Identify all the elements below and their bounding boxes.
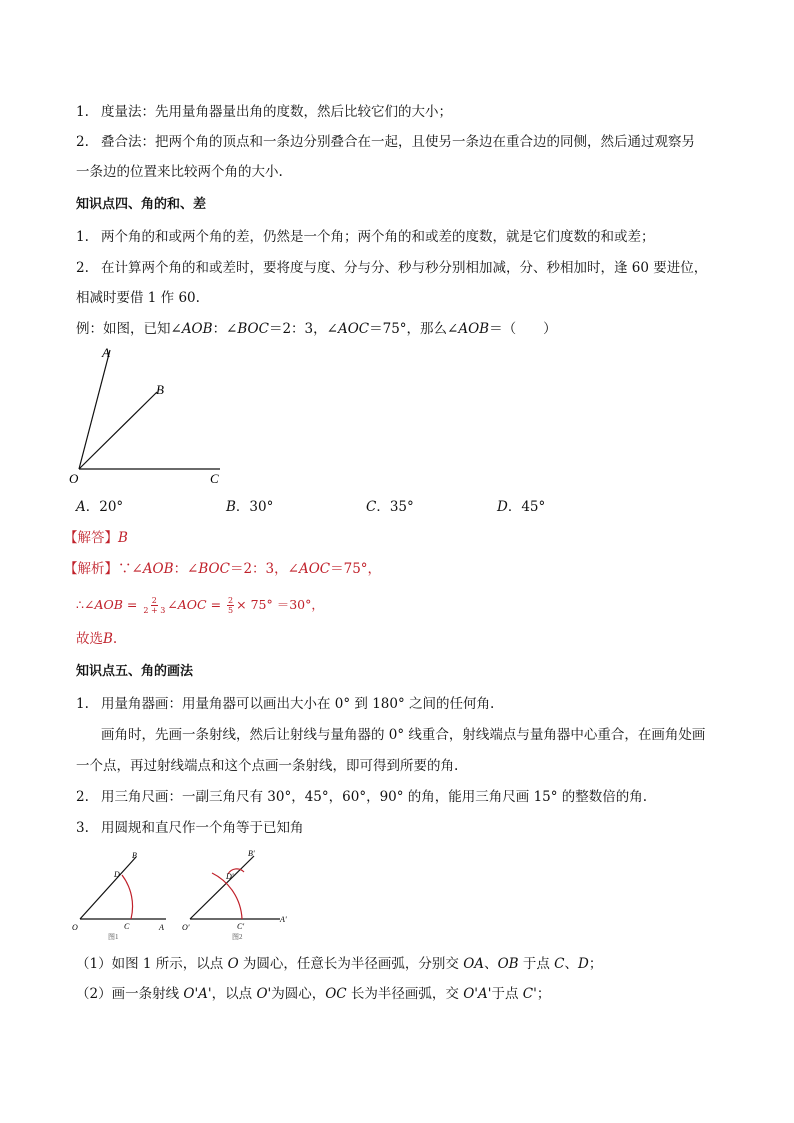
answer-line: 【解答】B <box>64 530 128 546</box>
label-a: A <box>102 345 110 360</box>
fraction-2-over-5: $\frac{2}{5}$ <box>228 596 234 615</box>
item-number: 2. <box>76 260 89 276</box>
ray-ob <box>80 857 136 919</box>
construction-figure-1 <box>68 848 178 943</box>
option-c[interactable]: C．35° <box>366 499 414 515</box>
item-text: 叠合法：把两个角的顶点和一条边分别叠合在一起，且使另一条边在重合边的同侧，然后通过观察另 <box>101 134 695 150</box>
section-heading: 知识点四、角的和、差 <box>76 197 207 212</box>
ray-ob <box>79 392 157 469</box>
item-number: 2. <box>76 134 89 150</box>
item-text: 两个角的和或两个角的差，仍然是一个角；两个角的和或差的度数，就是它们度数的和或差； <box>101 229 655 245</box>
ray-o-prime-b-prime <box>190 856 254 919</box>
figure-caption: 图2 <box>232 933 243 941</box>
analysis-line-2: ∴∠AOB = $\frac{2}{2 + 3}$ ∠AOC = $\frac{2}{5}$ × 75° ＝30°， <box>76 596 324 615</box>
option-a[interactable]: A．20° <box>76 499 124 515</box>
construction-figure-2 <box>178 846 298 943</box>
item-text-continued: 相减时要借 1 作 60. <box>76 290 200 306</box>
label-o: O <box>69 471 79 486</box>
item-text: 用圆规和直尺作一个角等于已知角 <box>101 820 304 836</box>
step-1: （1）如图 1 所示，以点 O 为圆心，任意长为半径画弧，分别交 OA、OB 于点 C、D； <box>76 956 603 972</box>
step-2: （2）画一条射线 O'A'，以点 O'为圆心，OC 长为半径画弧，交 O'A'于点 C'； <box>76 986 551 1002</box>
label-d-prime: D' <box>226 872 234 881</box>
figure-caption: 图1 <box>108 933 119 941</box>
item-text-continued: 一条边的位置来比较两个角的大小. <box>76 164 283 180</box>
label-o-prime: O' <box>182 923 190 932</box>
angle-figure <box>60 338 240 488</box>
label-c: C <box>124 922 130 931</box>
label-b: B <box>156 382 164 397</box>
example-question: 例：如图，已知∠AOB：∠BOC＝2：3，∠AOC＝75°，那么∠AOB＝（ ） <box>76 321 557 337</box>
option-d[interactable]: D．45° <box>497 499 546 515</box>
item-number: 1. <box>76 696 89 712</box>
option-b[interactable]: B．30° <box>226 499 274 515</box>
item-number: 1. <box>76 229 89 245</box>
item-text: 用三角尺画：一副三角尺有 30°，45°，60°，90° 的角，能用三角尺画 15° 的整数倍的角. <box>101 789 648 805</box>
item-text: 用量角器画：用量角器可以画出大小在 0° 到 180° 之间的任何角. <box>101 696 495 712</box>
section-heading: 知识点五、角的画法 <box>76 664 194 679</box>
item-text: 度量法：先用量角器量出角的度数，然后比较它们的大小； <box>101 104 452 120</box>
conclusion: 故选B. <box>76 631 118 647</box>
label-a: A <box>159 923 164 932</box>
fraction-2-over-5-sum: $\frac{2}{2 + 3}$ <box>143 596 166 615</box>
ray-oa <box>79 350 110 469</box>
arc-cd <box>122 875 133 919</box>
label-d: D <box>114 870 120 879</box>
label-c: C <box>210 471 219 486</box>
item-number: 1. <box>76 104 89 120</box>
label-b: B <box>132 851 137 860</box>
label-c-prime: C' <box>237 922 245 931</box>
label-b-prime: B' <box>248 849 255 858</box>
item-text: 画角时，先画一条射线，然后让射线与量角器的 0° 线重合，射线端点与量角器中心重合，在画角处画 <box>101 727 706 743</box>
label-a-prime: A' <box>280 915 287 924</box>
item-number: 2. <box>76 789 89 805</box>
analysis-line-1: 【解析】∵∠AOB：∠BOC＝2：3，∠AOC＝75°， <box>64 561 382 577</box>
item-number: 3. <box>76 820 89 836</box>
item-text: 在计算两个角的和或差时，要将度与度、分与分、秒与秒分别相加减，分、秒相加时，逢 60 要进位， <box>101 260 708 276</box>
item-text-continued: 一个点，再过射线端点和这个点画一条射线，即可得到所要的角. <box>76 758 459 774</box>
label-o: O <box>72 923 78 932</box>
